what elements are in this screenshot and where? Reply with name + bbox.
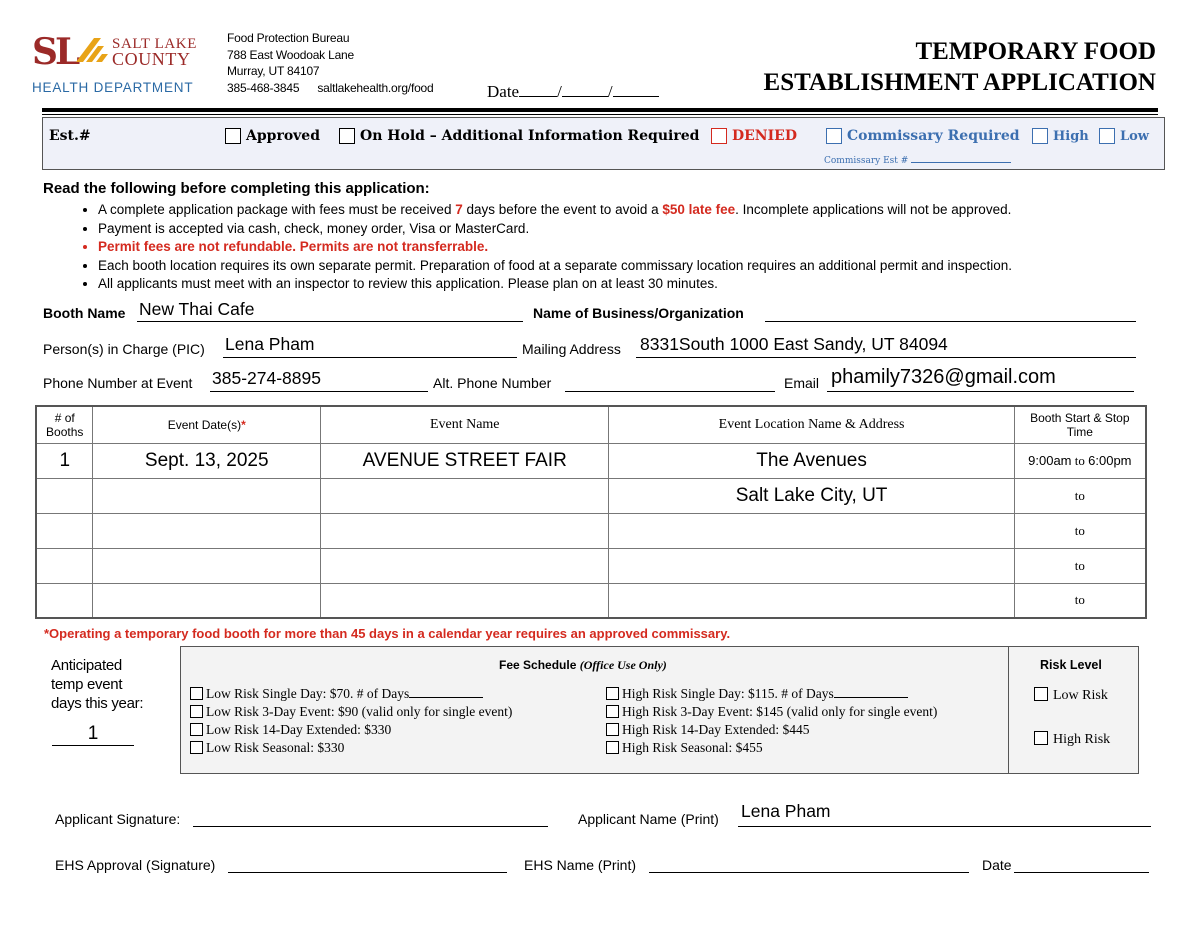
bureau-city: Murray, UT 84107 [227,64,320,78]
event-dates-header: Event Date(s)* [93,406,321,443]
event-location-cell[interactable] [609,513,1014,548]
anticipated-days-label: Anticipated temp event days this year: [51,657,144,712]
booth-time-cell[interactable]: to [1014,583,1146,618]
denied-checkbox[interactable] [711,128,727,144]
alt-phone-line [565,391,775,392]
fee-checkbox[interactable] [190,723,203,736]
on-hold-checkbox[interactable] [339,128,355,144]
application-date-field[interactable]: Date / / [487,82,659,102]
est-number-label: Est.# [49,128,91,144]
bureau-phone: 385-468-3845 [227,80,300,95]
booth-name-field[interactable]: New Thai Cafe [139,299,255,319]
booth-time-cell[interactable]: 9:00am to 6:00pm [1014,443,1146,478]
instructions-heading: Read the following before completing this application: [43,180,430,197]
alt-phone-label: Alt. Phone Number [433,375,552,391]
risk-low-checkbox[interactable] [1034,687,1048,701]
pic-line [223,357,517,358]
events-table [35,405,1147,619]
instructions-list [72,201,1172,294]
event-name-cell[interactable] [321,583,609,618]
low-option[interactable]: Low [1099,128,1149,144]
low-checkbox[interactable] [1099,128,1115,144]
phone-label: Phone Number at Event [43,375,193,391]
event-location-header: Event Location Name & Address [609,406,1014,443]
events-header-row [36,406,1146,443]
bureau-street: 788 East Woodoak Lane [227,47,355,62]
fee-checkbox[interactable] [190,705,203,718]
approved-option[interactable]: Approved [225,128,320,144]
phone-field[interactable]: 385-274-8895 [212,368,321,388]
fee-option[interactable]: High Risk 3-Day Event: $145 (valid only for single event) [606,703,937,721]
ehs-signature-label: EHS Approval (Signature) [55,857,216,873]
fee-checkbox[interactable] [606,741,619,754]
fee-option[interactable]: High Risk Single Day: $115. # of Days [606,685,937,703]
fee-schedule-heading: Fee Schedule (Office Use Only) [499,658,667,672]
event-date-cell[interactable]: Sept. 13, 2025 [93,443,321,478]
high-risk-fees [606,685,937,757]
booth-time-header: Booth Start & Stop Time [1014,406,1146,443]
event-name-cell[interactable] [321,548,609,583]
booths-cell[interactable] [36,513,93,548]
business-name-label: Name of Business/Organization [533,305,744,321]
title-line2: ESTABLISHMENT APPLICATION [763,69,1156,96]
booth-time-cell[interactable]: to [1014,478,1146,513]
event-date-cell[interactable] [93,513,321,548]
header-rule-thick [42,108,1158,112]
booth-time-cell[interactable]: to [1014,548,1146,583]
booth-time-cell[interactable]: to [1014,513,1146,548]
bureau-address-block [227,30,434,96]
header-rule-thin [42,114,1158,115]
applicant-name-line [738,826,1151,827]
logo-line2: COUNTY [112,49,191,69]
ehs-date-field[interactable] [1014,872,1149,873]
logo-letters: SL [32,34,78,73]
email-field[interactable]: phamily7326@gmail.com [831,366,1056,388]
booths-cell[interactable] [36,583,93,618]
booths-cell[interactable] [36,478,93,513]
mailing-address-label: Mailing Address [522,341,621,357]
risk-low-option[interactable]: Low Risk [1034,687,1108,704]
event-location-cell[interactable]: The Avenues [609,443,1014,478]
event-name-cell[interactable] [321,478,609,513]
table-row [36,583,1146,618]
salt-lake-county-logo [32,34,212,96]
instruction-item: • Payment is accepted via cash, check, money order, Visa or MasterCard. [98,220,1172,239]
event-name-cell[interactable] [321,513,609,548]
table-row [36,478,1146,513]
event-date-cell[interactable] [93,478,321,513]
commissary-required-checkbox[interactable] [826,128,842,144]
fee-checkbox[interactable] [606,687,619,700]
email-line [827,391,1134,392]
booths-cell[interactable]: 1 [36,443,93,478]
approved-checkbox[interactable] [225,128,241,144]
ehs-name-field[interactable] [649,872,969,873]
bureau-url: saltlakehealth.org/food [317,80,434,95]
instruction-item: • Permit fees are not refundable. Permits are not transferrable. [98,238,1172,257]
mailing-address-field[interactable]: 8331South 1000 East Sandy, UT 84094 [640,334,948,354]
on-hold-option[interactable]: On Hold – Additional Information Required [339,128,699,144]
fee-schedule-box [180,646,1139,774]
low-risk-fees [190,685,512,757]
event-date-cell[interactable] [93,583,321,618]
applicant-name-field[interactable]: Lena Pham [741,801,831,821]
fee-option[interactable]: Low Risk Single Day: $70. # of Days [190,685,512,703]
table-row [36,443,1146,478]
pic-field[interactable]: Lena Pham [225,334,315,354]
fee-checkbox[interactable] [190,687,203,700]
booth-name-label: Booth Name [43,305,126,321]
instruction-item: • Each booth location requires its own separate permit. Preparation of food at a separate commissary location requires an additional permit and inspection. [98,257,1172,276]
event-location-cell[interactable]: Salt Lake City, UT [609,478,1014,513]
fee-checkbox[interactable] [190,741,203,754]
event-location-cell[interactable] [609,583,1014,618]
phone-line [210,391,428,392]
date-label: Date [487,82,520,101]
table-row [36,548,1146,583]
fee-checkbox[interactable] [606,723,619,736]
logo-line1: SALT LAKE [112,36,197,52]
high-option[interactable]: High [1032,128,1089,144]
email-label: Email [784,375,820,391]
fee-option[interactable]: Low Risk Seasonal: $330 [190,739,512,757]
event-name-cell[interactable]: AVENUE STREET FAIR [321,443,609,478]
event-name-header: Event Name [321,406,609,443]
pic-label: Person(s) in Charge (PIC) [43,341,205,357]
commissary-required-option[interactable]: Commissary Required [826,128,1020,144]
instruction-item: • A complete application package with fees must be received 7 days before the event to avoid a $50 late fee. Incomplete applications will not be approved. [98,201,1172,220]
title-line1: TEMPORARY FOOD [915,38,1156,65]
mailing-address-line [636,357,1136,358]
fee-checkbox[interactable] [606,705,619,718]
applicant-signature-label: Applicant Signature: [55,811,181,827]
ehs-name-label: EHS Name (Print) [524,857,637,873]
ehs-date-label: Date [982,857,1012,873]
anticipated-days-field[interactable]: 1 [52,723,134,746]
applicant-name-label: Applicant Name (Print) [578,811,719,827]
risk-high-option[interactable]: High Risk [1034,731,1110,748]
business-name-line [765,321,1136,322]
risk-high-checkbox[interactable] [1034,731,1048,745]
ehs-signature-field[interactable] [228,872,507,873]
booths-header: # of Booths [36,406,93,443]
fee-option[interactable]: Low Risk 14-Day Extended: $330 [190,721,512,739]
event-date-cell[interactable] [93,548,321,583]
commissary-est-field[interactable]: Commissary Est # [824,156,1011,166]
booth-name-line [137,321,523,322]
fee-option[interactable]: Low Risk 3-Day Event: $90 (valid only for single event) [190,703,512,721]
page-title [764,36,1156,98]
logo-line3: HEALTH DEPARTMENT [32,80,194,95]
fee-option[interactable]: High Risk 14-Day Extended: $445 [606,721,937,739]
denied-option[interactable]: DENIED [711,128,797,144]
fee-risk-divider [1008,647,1009,773]
risk-level-heading: Risk Level [1040,658,1102,672]
booths-cell[interactable] [36,548,93,583]
event-location-cell[interactable] [609,548,1014,583]
office-status-band [42,117,1165,170]
applicant-signature-field[interactable] [193,826,548,827]
instruction-item: • All applicants must meet with an inspector to review this application. Please plan on at least 30 minutes. [98,275,1172,294]
fee-option[interactable]: High Risk Seasonal: $455 [606,739,937,757]
bureau-name: Food Protection Bureau [227,31,350,45]
commissary-warning: *Operating a temporary food booth for more than 45 days in a calendar year requires an approved commissary. [44,626,731,641]
table-row [36,513,1146,548]
high-checkbox[interactable] [1032,128,1048,144]
